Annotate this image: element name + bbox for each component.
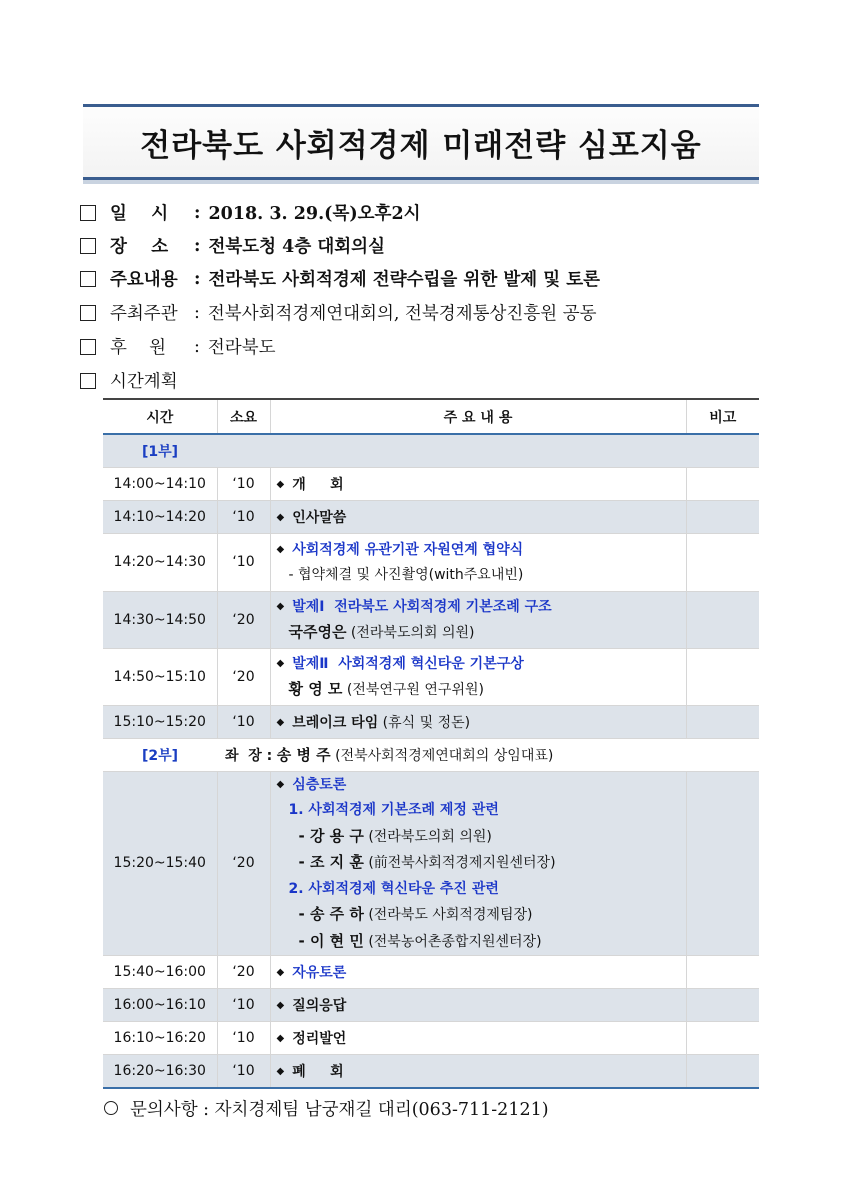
time-cell: 16:20~16:30	[113, 1062, 206, 1079]
info-row-date	[80, 200, 421, 225]
content-cell	[270, 648, 686, 705]
bullet-icon: ◆	[276, 1033, 285, 1044]
checkbox-icon	[80, 238, 96, 254]
item-title: 폐 회	[292, 1063, 344, 1080]
content-cell	[270, 989, 686, 1022]
colon: :	[194, 336, 200, 357]
info-row-schedule	[80, 368, 178, 393]
panelist-desc: (전라북도 사회적경제팀장)	[363, 907, 533, 923]
header-note: 비고	[686, 399, 759, 434]
panelist-name: - 송 주 하	[298, 905, 364, 923]
chair-label: 좌 장 :	[225, 748, 273, 764]
content-cell	[270, 771, 686, 956]
item-title: 개 회	[292, 476, 344, 493]
time-cell: 14:00~14:10	[113, 475, 206, 492]
item-detail: - 협약체결 및 사진촬영(with주요내빈)	[288, 566, 524, 583]
colon: :	[194, 268, 201, 289]
header-duration: 소요	[217, 399, 270, 434]
bullet-icon: ◆	[276, 657, 285, 669]
time-cell: 14:20~14:30	[113, 554, 206, 570]
page-title: 전라북도 사회적경제 미래전략 심포지움	[140, 127, 702, 164]
content-cell	[270, 956, 686, 989]
item-title: 자유토론	[292, 965, 347, 981]
content-cell	[270, 1055, 686, 1088]
info-row-content	[80, 266, 600, 291]
speaker-name: 국주영은	[288, 622, 347, 641]
item-title: 정리발언	[292, 1031, 347, 1047]
info-value: 전북사회적경제연대회의, 전북경제통상진흥원 공동	[207, 304, 597, 324]
checkbox-icon	[80, 305, 96, 321]
duration-cell: ‘10	[217, 533, 270, 591]
checkbox-icon	[80, 271, 96, 287]
content-cell	[270, 591, 686, 648]
duration-cell: ‘20	[217, 591, 270, 648]
content-cell	[270, 467, 686, 500]
bullet-icon: ◆	[276, 1000, 285, 1011]
part2-label: [2부]	[141, 747, 179, 764]
checkbox-icon	[80, 373, 96, 389]
table-row	[103, 591, 759, 648]
info-label: 시간계획	[110, 372, 178, 392]
info-label: 주요내용	[110, 270, 178, 290]
time-cell: 14:10~14:20	[113, 508, 206, 525]
note-cell	[686, 1055, 759, 1088]
discussion-topic: 1. 사회적경제 기본조례 제정 관련	[288, 802, 499, 818]
note-cell	[686, 533, 759, 591]
speaker-desc: (전북연구원 연구위원)	[342, 681, 484, 698]
table-row	[103, 989, 759, 1022]
part1-empty	[217, 434, 759, 467]
time-cell: 16:10~16:20	[113, 1030, 206, 1046]
panelist-name: - 이 현 민	[298, 931, 364, 950]
circle-bullet-icon	[104, 1101, 118, 1115]
part1-label: [1부]	[141, 443, 179, 460]
info-row-host	[80, 300, 597, 325]
colon: :	[194, 202, 201, 223]
chair-cell	[217, 738, 759, 771]
chair-name: 송 병 주	[276, 746, 331, 764]
table-row	[103, 500, 759, 533]
duration-cell: ‘10	[217, 500, 270, 533]
note-cell	[686, 771, 759, 956]
contact-footer	[104, 1096, 549, 1121]
item-title: 발제Ⅱ 사회적경제 혁신타운 기본구상	[292, 655, 524, 672]
note-cell	[686, 989, 759, 1022]
checkbox-icon	[80, 339, 96, 355]
info-label: 후 원	[110, 338, 167, 358]
time-cell: 16:00~16:10	[113, 997, 206, 1013]
colon: :	[194, 302, 200, 323]
schedule-table	[103, 398, 759, 1089]
note-cell	[686, 648, 759, 705]
note-cell	[686, 956, 759, 989]
item-title: 질의응답	[292, 998, 347, 1014]
content-cell	[270, 705, 686, 738]
info-value: 2018. 3. 29.(목)오후2시	[208, 204, 421, 224]
duration-cell: ‘20	[217, 956, 270, 989]
duration-cell: ‘10	[217, 705, 270, 738]
panelist-desc: (전라북도의회 의원)	[363, 828, 492, 845]
item-title: 심층토론	[292, 776, 347, 793]
table-row	[103, 1022, 759, 1055]
info-row-place	[80, 233, 385, 258]
bullet-icon: ◆	[276, 543, 285, 555]
item-title: 사회적경제 유관기관 자원연계 협약식	[292, 541, 524, 558]
chair-desc: (전북사회적경제연대회의 상임대표)	[335, 748, 554, 764]
table-row	[103, 705, 759, 738]
time-cell: 15:20~15:40	[113, 855, 206, 872]
header-content: 주 요 내 용	[270, 399, 686, 434]
item-desc: (휴식 및 정돈)	[378, 714, 471, 731]
info-row-sponsor	[80, 334, 276, 359]
table-row	[103, 771, 759, 956]
info-label: 주최주관	[110, 304, 178, 324]
table-header-row	[103, 399, 759, 434]
colon: :	[194, 235, 201, 256]
duration-cell: ‘20	[217, 648, 270, 705]
content-cell	[270, 533, 686, 591]
bullet-icon: ◆	[276, 478, 285, 490]
title-shadow	[83, 180, 759, 184]
speaker-name: 황 영 모	[288, 679, 343, 698]
time-cell: 14:30~14:50	[113, 611, 206, 628]
panelist-desc: (前전북사회적경제지원센터장)	[363, 855, 556, 871]
panelist-name: - 조 지 훈	[298, 853, 364, 871]
panelist-name: - 강 용 구	[298, 826, 364, 845]
info-value: 전라북도	[207, 338, 276, 358]
note-cell	[686, 467, 759, 500]
note-cell	[686, 1022, 759, 1055]
bullet-icon: ◆	[276, 1065, 285, 1077]
duration-cell: ‘10	[217, 1055, 270, 1088]
note-cell	[686, 591, 759, 648]
duration-cell: ‘20	[217, 771, 270, 956]
title-banner	[83, 104, 759, 180]
table-row	[103, 648, 759, 705]
duration-cell: ‘10	[217, 467, 270, 500]
table-row	[103, 1055, 759, 1088]
table-row	[103, 956, 759, 989]
info-label: 장 소	[110, 237, 169, 257]
content-cell	[270, 1022, 686, 1055]
panelist-desc: (전북농어촌종합지원센터장)	[363, 933, 542, 950]
duration-cell: ‘10	[217, 1022, 270, 1055]
table-row	[103, 467, 759, 500]
time-cell: 14:50~15:10	[113, 668, 206, 685]
item-title: 브레이크 타임	[292, 714, 379, 731]
contact-text: 문의사항 : 자치경제팀 남궁재길 대리(063-711-2121)	[130, 1100, 549, 1120]
part1-row	[103, 434, 759, 467]
duration-cell: ‘10	[217, 989, 270, 1022]
note-cell	[686, 705, 759, 738]
part2-row	[103, 738, 759, 771]
note-cell	[686, 500, 759, 533]
speaker-desc: (전라북도의회 의원)	[346, 624, 475, 641]
info-value: 전북도청 4층 대회의실	[208, 237, 385, 257]
discussion-topic: 2. 사회적경제 혁신타운 추진 관련	[288, 880, 499, 897]
info-value: 전라북도 사회적경제 전략수립을 위한 발제 및 토론	[208, 270, 601, 290]
bullet-icon: ◆	[276, 511, 285, 523]
time-cell: 15:40~16:00	[113, 964, 206, 980]
item-title: 발제Ⅰ 전라북도 사회적경제 기본조례 구조	[292, 598, 552, 615]
info-label: 일 시	[110, 204, 169, 224]
time-cell: 15:10~15:20	[113, 713, 206, 730]
bullet-icon: ◆	[276, 600, 285, 612]
item-title: 인사말씀	[292, 509, 347, 526]
table-row	[103, 533, 759, 591]
header-time: 시간	[103, 399, 217, 434]
bullet-icon: ◆	[276, 716, 285, 728]
bullet-icon: ◆	[276, 778, 285, 790]
checkbox-icon	[80, 205, 96, 221]
content-cell	[270, 500, 686, 533]
bullet-icon: ◆	[276, 967, 285, 978]
